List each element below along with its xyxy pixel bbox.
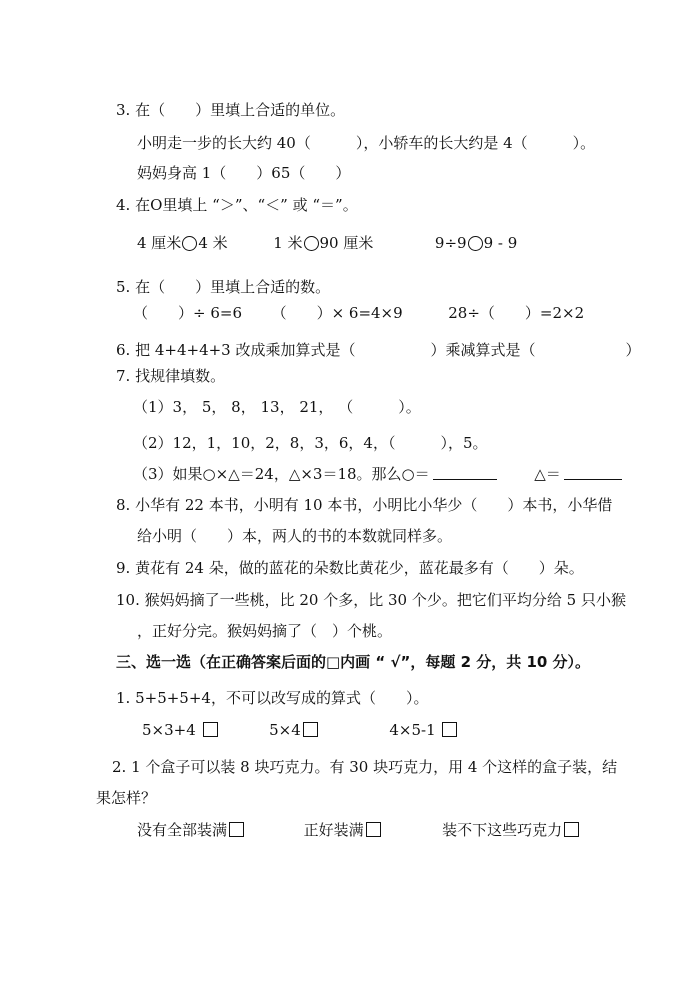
checkbox-icon[interactable] xyxy=(203,722,218,737)
compare-circle-icon[interactable] xyxy=(182,236,197,251)
q6-text: 6. 把 4+4+4+3 改成乘加算式是（ ）乘减算式是（ ） xyxy=(116,341,641,359)
c2-option-2: 正好装满 xyxy=(304,821,381,839)
c2-options xyxy=(137,820,579,840)
checkbox-icon[interactable] xyxy=(564,822,579,837)
q5-item-1: （ ）÷ 6=6 xyxy=(133,304,242,322)
answer-blank[interactable] xyxy=(564,465,622,480)
q10-line2: ，正好分完。猴妈妈摘了（ ）个桃。 xyxy=(137,622,393,640)
compare-circle-icon[interactable] xyxy=(304,236,319,251)
c2-line2: 果怎样？ xyxy=(96,789,157,807)
answer-blank[interactable] xyxy=(433,465,497,480)
compare-circle-icon[interactable] xyxy=(468,236,483,251)
q4-items xyxy=(137,233,517,253)
q9-text: 9. 黄花有 24 朵，做的蓝花的朵数比黄花少，蓝花最多有（ ）朵。 xyxy=(116,559,584,577)
checkbox-icon[interactable] xyxy=(366,822,381,837)
c1-option-2: 5×4 xyxy=(269,721,318,739)
q3-line1: 小明走一步的长大约 40（ ），小轿车的长大约是 4（ ）。 xyxy=(137,134,596,152)
q5-items xyxy=(133,303,584,323)
q10-line1: 10. 猴妈妈摘了一些桃，比 20 个多，比 30 个少。把它们平均分给 5 只小猴 xyxy=(116,591,626,609)
checkbox-icon[interactable] xyxy=(229,822,244,837)
c1-option-3: 4×5-1 xyxy=(389,721,457,739)
c2-option-1: 没有全部装满 xyxy=(137,821,244,839)
q7-line1: （1）3， 5， 8， 13， 21， （ ）。 xyxy=(133,398,421,416)
q8-line1: 8. 小华有 22 本书，小明有 10 本书，小明比小华少（ ）本书，小华借 xyxy=(116,496,613,514)
checkbox-icon[interactable] xyxy=(442,722,457,737)
c1-option-1: 5×3+4 xyxy=(142,721,218,739)
q7-title: 7. 找规律填数。 xyxy=(116,367,226,385)
c2-option-3: 装不下这些巧克力 xyxy=(442,821,579,839)
q4-item-2: 1 米 90 厘米 xyxy=(273,234,374,252)
c2-line1: 2. 1 个盒子可以装 8 块巧克力。有 30 块巧克力，用 4 个这样的盒子装，结 xyxy=(112,758,618,776)
q7-line3: （3）如果○×△＝24，△×3＝18。那么○＝ △＝ xyxy=(133,464,622,484)
q5-title: 5. 在（ ）里填上合适的数。 xyxy=(116,278,331,296)
q4-title: 4. 在O里填上 “＞”、“＜” 或 “＝”。 xyxy=(116,196,358,214)
checkbox-icon[interactable] xyxy=(303,722,318,737)
section-3-title: 三、选一选（在正确答案后面的□内画 “ √”，每题 2 分，共 10 分）。 xyxy=(116,653,591,671)
q3-line2: 妈妈身高 1（ ）65（ ） xyxy=(137,164,351,182)
q7-line2: （2）12，1，10，2，8，3，6，4，（ ），5。 xyxy=(133,434,488,452)
c1-title: 1. 5+5+5+4，不可以改写成的算式（ ）。 xyxy=(116,689,429,707)
q4-item-1: 4 厘米 4 米 xyxy=(137,234,228,252)
q4-item-3: 9÷9 9 - 9 xyxy=(434,234,518,252)
c1-options xyxy=(142,720,457,740)
q3-title: 3. 在（ ）里填上合适的单位。 xyxy=(116,101,346,119)
q8-line2: 给小明（ ）本，两人的书的本数就同样多。 xyxy=(137,527,453,545)
q5-item-2: （ ）× 6=4×9 xyxy=(271,304,403,322)
q5-item-3: 28÷（ ）=2×2 xyxy=(448,304,585,322)
